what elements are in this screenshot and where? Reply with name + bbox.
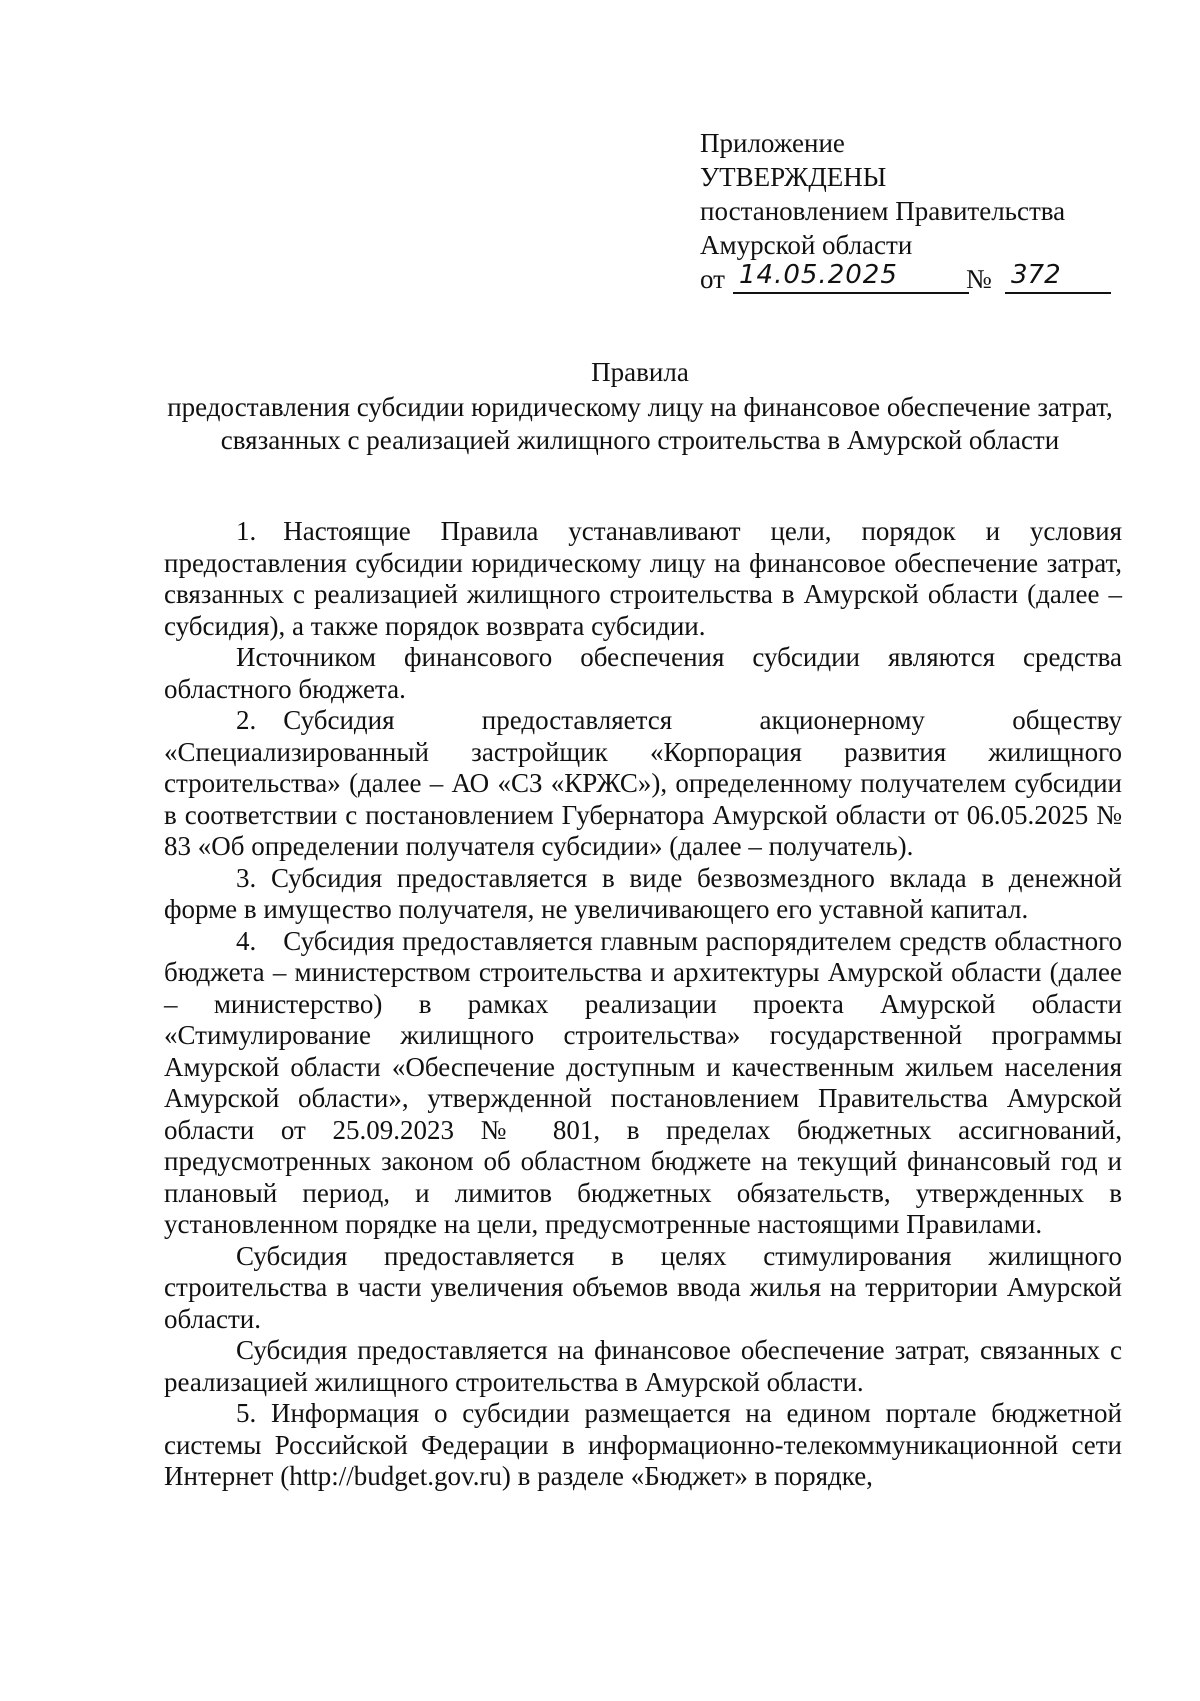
document-title: Правила [591,357,689,387]
paragraph-4-purpose: Субсидия предоставляется в целях стимулирования жилищного строительства в части увеличения объемов ввода жилья на территории Амурской области. [164,1240,1122,1334]
paragraph-4: 4. Субсидия предоставляется главным распорядителем средств областного бюджета – министерством строительства и архитектуры Амурской области (далее – министерство) в рамках реализации проекта Амурской области «Стимулирование жилищного строительства» государственной программы Амурской области «Обеспечение доступным и качественным жильем населения Амурской области», утвержденной постановлением Правительства Амурской области от 25.09.2023 № 801, в пределах бюджетных ассигнований, предусмотренных законом об областном бюджете на текущий финансовый год и плановый период, и лимитов бюджетных обязательств, утвержденных в установленном порядке на цели, предусмотренные настоящими Правилами. [164,925,1122,1239]
handwritten-number: 372 [1005,258,1111,294]
paragraph-4-costs: Субсидия предоставляется на финансовое обеспечение затрат, связанных с реализацией жилищного строительства в Амурской области. [164,1335,1122,1397]
document-body [164,516,1122,1493]
approval-date-number-line [700,262,1120,298]
paragraph-2: 2. Субсидия предоставляется акционерному обществу «Специализированный застройщик «Корпорация развития жилищного строительства» (далее – АО «СЗ «КРЖС»), определенному получателем субсидии в соответствии с постановлением Губернатора Амурской области от 06.05.2025 № 83 «Об определении получателя субсидии» (далее – получатель). [164,705,1122,861]
number-prefix: № [966,264,992,294]
approval-decree-label: постановлением Правительства [700,196,1066,226]
approval-region-label: Амурской области [700,230,913,260]
approval-approved-label: УТВЕРЖДЕНЫ [700,162,887,192]
document-subtitle: предоставления субсидии юридическому лицу на финансовое обеспечение затрат, связанных с реализацией жилищного строительства в Амурской области [167,392,1113,455]
paragraph-1-funding: Источником финансового обеспечения субсидии являются средства областного бюджета. [164,642,1122,704]
paragraph-3: 3. Субсидия предоставляется в виде безвозмездного вклада в денежной форме в имущество получателя, не увеличивающего его уставной капитал. [164,862,1122,924]
document-title-block [160,356,1120,457]
handwritten-date: 14.05.2025 [733,258,969,294]
approval-appendix-label: Приложение [700,128,845,158]
approval-stamp-block [700,126,1120,298]
date-prefix: от [700,264,725,294]
paragraph-1: 1. Настоящие Правила устанавливают цели, порядок и условия предоставления субсидии юридическому лицу на финансовое обеспечение затрат, связанных с реализацией жилищного строительства в Амурской области (далее – субсидия), а также порядок возврата субсидии. [164,516,1122,641]
paragraph-5: 5. Информация о субсидии размещается на едином портале бюджетной системы Российской Федерации в информационно-телекоммуникационной сети Интернет (http://budget.gov.ru) в разделе «Бюджет» в порядке, [164,1398,1122,1491]
